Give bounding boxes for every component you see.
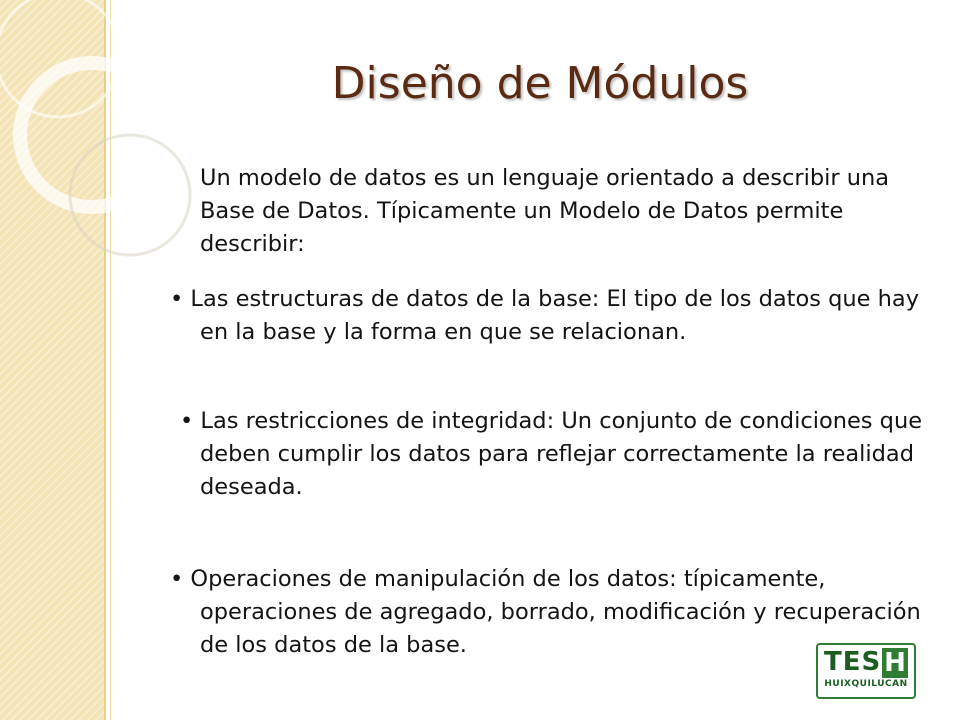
bullet-item-operations: • Operaciones de manipulación de los datos: típicamente, operaciones de agregado, borrado, modificación y recuperación de los datos de la base.	[170, 566, 921, 658]
bullet-item-structures: • Las estructuras de datos de la base: El tipo de los datos que hay en la base y la forma en que se relacionan.	[170, 286, 920, 345]
tesh-logo	[816, 643, 916, 699]
intro-paragraph: Un modelo de datos es un lenguaje orientado a describir una Base de Datos. Típicamente un Modelo de Datos permite describir:	[200, 165, 890, 257]
logo-text: TES	[824, 647, 882, 677]
logo-h-mark: H	[882, 648, 908, 678]
slide-title: Diseño de Módulos	[331, 58, 749, 109]
logo-subtitle: HUIXQUILUCAN	[824, 679, 908, 689]
bullet-item-integrity: • Las restricciones de integridad: Un conjunto de condiciones que deben cumplir los datos para reflejar correctamente la realidad deseada.	[180, 408, 923, 500]
